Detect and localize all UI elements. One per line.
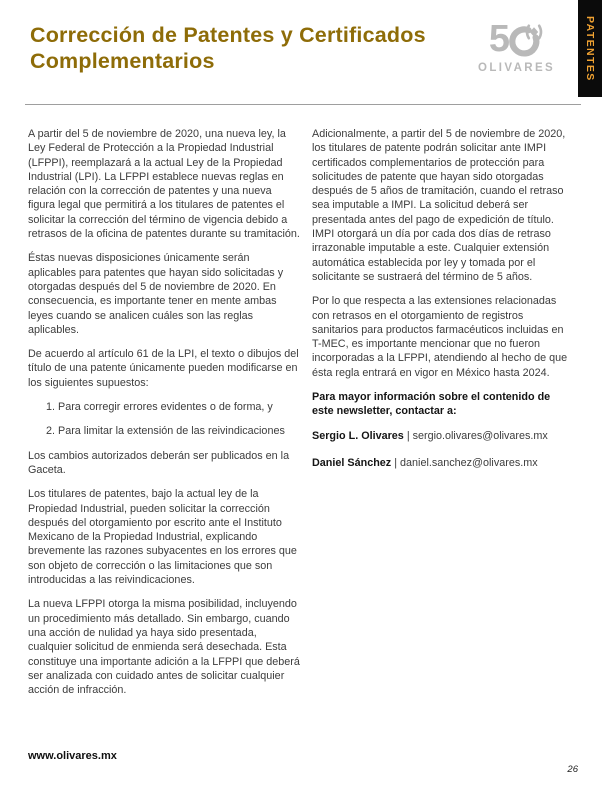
list-item: 1. Para corregir errores evidentes o de forma, y [46,401,273,414]
page-title [30,22,480,74]
section-tab-label: PATENTES [584,15,596,82]
contact-line [312,456,569,470]
numbered-list [28,400,300,439]
paragraph: Adicionalmente, a partir del 5 de noviembre de 2020, los titulares de patente podrán solicitar ante IMPI certificados complementarios de protección para solicitudes de patente que hayan sido otorgadas después de 5 años de tramitación, cuando el retraso sea imputable a IMPI. La solicitud deberá ser presentada antes del pago de expedición de título. IMPI otorgará un día por cada dos días de retraso irrazonable imputable a este. Cualquier extensión automática establecida por ley y tomada por el solicitante se sustraerá del término de 5 años. [312,128,566,283]
header-divider [25,104,581,105]
contact-email-link[interactable]: daniel.sanchez@olivares.mx [400,456,538,469]
page-number: 26 [567,764,578,775]
logo-number-5: 5 [488,18,510,60]
paragraph: A partir del 5 de noviembre de 2020, una nueva ley, la Ley Federal de Protección a la Propiedad Industrial (LFPPI), reemplazará a la actual Ley de la Propiedad Industrial (LPI). La LFPPI establece nuevas reglas en relación con la corrección de patentes y una nueva figura legal que permitirá a los titulares de patentes el solicitar la corrección del término de vigencia debido a retrasos de la oficina de patentes durante su tramitación. [28,128,300,241]
list-item: 2. Para limitar la extensión de las reivindicaciones [46,425,285,438]
contact-line [312,429,569,443]
paragraph: Éstas nuevas disposiciones únicamente serán aplicables para patentes que hayan sido solicitadas y otorgadas después del 5 de noviembre de 2020. En consecuencia, es importante tener en mente ambas leyes cuando se analicen cuáles son las reglas aplicables. [28,252,284,336]
left-column [28,127,300,707]
contact-heading: Para mayor información sobre el contenido de este newsletter, contactar a: [312,391,551,418]
contact-name: Sergio L. Olivares [312,429,404,442]
paragraph: Por lo que respecta a las extensiones relacionadas con retrasos en el otorgamiento de registros sanitarios para productos farmacéuticos incluidas en T-MEC, es importante mencionar que no fueron incorporadas a la LFPPI, atendiendo al hecho de que ésta regla entrará en vigor en México hasta 2024. [312,295,568,379]
website-link[interactable]: www.olivares.mx [28,750,117,762]
olivares-anniversary-mark-icon [507,21,543,57]
olivares-logo-50 [478,20,554,60]
contact-separator: | [394,456,398,469]
section-tab-patentes [578,0,602,97]
right-column [312,127,569,483]
olivares-logo [478,20,554,74]
page-title-line-2: Complementarios [30,49,215,73]
paragraph: Los titulares de patentes, bajo la actual ley de la Propiedad Industrial, pueden solicitar la corrección después del otorgamiento por escrito ante el Instituto Mexicano de la Propiedad Industrial, explicando brevemente las razones subyacentes en los errores que son objeto de corrección o las limitaciones que son introducidas a las reivindicaciones. [28,488,297,587]
logo-wordmark: OLIVARES [478,62,556,74]
page-title-line-1: Corrección de Patentes y Certificados [30,23,426,47]
paragraph: De acuerdo al artículo 61 de la LPI, el texto o dibujos del título de una patente únicamente pueden modificarse en los siguientes supuestos: [28,348,299,389]
paragraph: La nueva LFPPI otorga la misma posibilidad, incluyendo un procedimiento más detallado. Sin embargo, cuando una acción de nulidad ya haya sido presentada, cualquier solicitud de enmienda será desechada. Esta constituye una importante adición a la LFPPI que deberá ser analizada con cuidado antes de solicitar cualquier acción de infracción. [28,598,300,697]
contact-email-link[interactable]: sergio.olivares@olivares.mx [412,429,548,442]
paragraph: Los cambios autorizados deberán ser publicados en la Gaceta. [28,449,290,476]
contact-separator: | [406,429,410,442]
contact-name: Daniel Sánchez [312,456,392,469]
